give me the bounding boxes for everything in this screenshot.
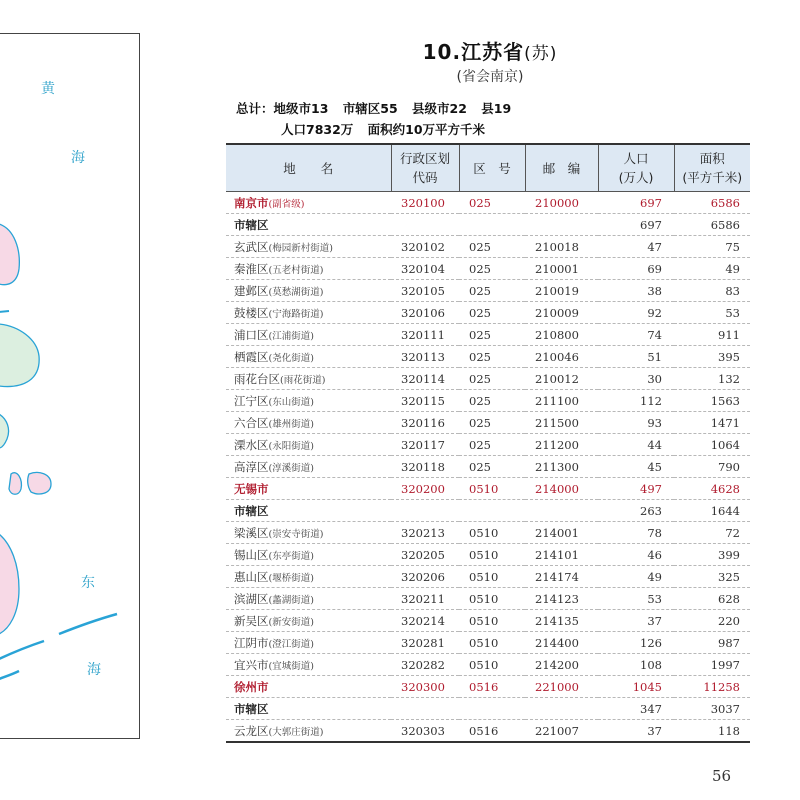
cell-area: 3037: [674, 698, 750, 720]
cell-division-code: [391, 500, 459, 522]
cell-name: [226, 236, 391, 258]
province-capital: (省会南京): [456, 69, 524, 85]
cell-area: 49: [674, 258, 750, 280]
header-area: 面积 (平方千米): [674, 144, 750, 192]
cell-area: 6586: [674, 214, 750, 236]
cell-area-code: 0510: [459, 478, 525, 500]
cell-division-code: 320206: [391, 566, 459, 588]
cell-area-code: 0510: [459, 566, 525, 588]
table-row: [226, 346, 750, 368]
cell-postcode: [525, 698, 598, 720]
place-name: 惠山区: [234, 569, 269, 584]
cell-area: 1997: [674, 654, 750, 676]
table-row: [226, 258, 750, 280]
cell-area: 1471: [674, 412, 750, 434]
cell-division-code: 320300: [391, 676, 459, 698]
cell-division-code: 320115: [391, 390, 459, 412]
place-name: 栖霞区: [234, 349, 269, 364]
cell-name: [226, 390, 391, 412]
division-table-wrapper: [226, 143, 750, 743]
cell-division-code: 320213: [391, 522, 459, 544]
cell-area-code: 0510: [459, 522, 525, 544]
cell-area: 1563: [674, 390, 750, 412]
table-row: [226, 610, 750, 632]
place-name: 市辖区: [234, 503, 269, 518]
cell-name: [226, 346, 391, 368]
cell-population: 69: [598, 258, 674, 280]
cell-name: [226, 698, 391, 720]
cell-population: 38: [598, 280, 674, 302]
summary-line-2: [236, 119, 511, 140]
table-row: [226, 588, 750, 610]
province-summary: [236, 98, 511, 140]
place-name: 六合区: [234, 415, 269, 430]
cell-postcode: [525, 500, 598, 522]
cell-population: 49: [598, 566, 674, 588]
cell-division-code: 320205: [391, 544, 459, 566]
cell-area-code: 025: [459, 434, 525, 456]
cell-area: 987: [674, 632, 750, 654]
cell-population: 697: [598, 214, 674, 236]
cell-postcode: 210009: [525, 302, 598, 324]
cell-postcode: 214123: [525, 588, 598, 610]
cell-name: [226, 500, 391, 522]
cell-population: 347: [598, 698, 674, 720]
cell-postcode: 210046: [525, 346, 598, 368]
place-seat-note: (尧化街道): [268, 352, 314, 364]
cell-division-code: 320104: [391, 258, 459, 280]
cell-area: 132: [674, 368, 750, 390]
cell-postcode: 214001: [525, 522, 598, 544]
place-name: 鼓楼区: [234, 305, 269, 320]
place-name: 玄武区: [234, 239, 269, 254]
cell-population: 92: [598, 302, 674, 324]
table-row-city: [226, 192, 750, 214]
cell-population: 30: [598, 368, 674, 390]
table-row: [226, 434, 750, 456]
table-row: [226, 456, 750, 478]
place-seat-note: (澄江街道): [268, 638, 314, 650]
cell-area: 11258: [674, 676, 750, 698]
summary-population: 人口7832万: [281, 122, 354, 137]
header-area-code: 区 号: [459, 144, 525, 192]
summary-county-cities: 县级市22: [412, 101, 467, 116]
cell-postcode: 221007: [525, 720, 598, 743]
province-title: [405, 36, 575, 65]
cell-division-code: [391, 214, 459, 236]
cell-name: [226, 544, 391, 566]
place-name: 江宁区: [234, 393, 269, 408]
header-name: 地 名: [226, 144, 391, 192]
table-row-subtotal: [226, 500, 750, 522]
map-label-dong: 东: [81, 575, 95, 591]
cell-name: [226, 632, 391, 654]
table-row-subtotal: [226, 698, 750, 720]
cell-population: 108: [598, 654, 674, 676]
place-seat-note: (新安街道): [268, 616, 314, 628]
place-seat-note: (东亭街道): [268, 550, 314, 562]
cell-area: 53: [674, 302, 750, 324]
coastline-map: [0, 34, 139, 738]
cell-area-code: 0510: [459, 544, 525, 566]
cell-division-code: 320211: [391, 588, 459, 610]
cell-division-code: 320303: [391, 720, 459, 743]
table-row: [226, 412, 750, 434]
cell-division-code: 320100: [391, 192, 459, 214]
place-name: 锡山区: [234, 547, 269, 562]
table-row: [226, 390, 750, 412]
cell-area: 628: [674, 588, 750, 610]
table-row: [226, 654, 750, 676]
cell-division-code: 320111: [391, 324, 459, 346]
cell-name: [226, 654, 391, 676]
cell-area: 6586: [674, 192, 750, 214]
cell-division-code: 320118: [391, 456, 459, 478]
cell-postcode: 214400: [525, 632, 598, 654]
place-seat-note: (淳溪街道): [268, 462, 314, 474]
cell-division-code: 320116: [391, 412, 459, 434]
cell-population: 37: [598, 720, 674, 743]
cell-name: [226, 566, 391, 588]
cell-area-code: [459, 500, 525, 522]
cell-postcode: 210018: [525, 236, 598, 258]
cell-area-code: 025: [459, 236, 525, 258]
cell-population: 46: [598, 544, 674, 566]
cell-name: [226, 214, 391, 236]
cell-postcode: 211100: [525, 390, 598, 412]
cell-population: 45: [598, 456, 674, 478]
place-name: 梁溪区: [234, 525, 269, 540]
cell-division-code: 320113: [391, 346, 459, 368]
map-label-hai-top: 海: [71, 150, 85, 166]
cell-area-code: 025: [459, 412, 525, 434]
province-abbr: (苏): [524, 44, 558, 64]
place-seat-note: (梅园新村街道): [268, 242, 333, 254]
cell-population: 93: [598, 412, 674, 434]
table-row: [226, 720, 750, 743]
cell-population: 51: [598, 346, 674, 368]
table-row: [226, 280, 750, 302]
page-number: 56: [712, 767, 732, 785]
cell-area: 399: [674, 544, 750, 566]
cell-population: 263: [598, 500, 674, 522]
cell-postcode: 210001: [525, 258, 598, 280]
cell-name: [226, 302, 391, 324]
cell-area-code: 0510: [459, 632, 525, 654]
cell-area: 395: [674, 346, 750, 368]
cell-name: [226, 588, 391, 610]
cell-division-code: 320117: [391, 434, 459, 456]
place-seat-note: (大郭庄街道): [268, 726, 324, 738]
cell-area: 325: [674, 566, 750, 588]
cell-area-code: 025: [459, 368, 525, 390]
place-name: 浦口区: [234, 327, 269, 342]
place-seat-note: (宁海路街道): [268, 308, 324, 320]
place-seat-note: (崇安寺街道): [268, 528, 324, 540]
table-row: [226, 566, 750, 588]
division-table: [226, 143, 750, 743]
summary-line-1: [236, 98, 511, 119]
cell-postcode: 214174: [525, 566, 598, 588]
cell-population: 497: [598, 478, 674, 500]
cell-name: [226, 610, 391, 632]
table-row: [226, 368, 750, 390]
place-seat-note: (副省级): [268, 198, 305, 210]
place-name: 建邺区: [234, 283, 269, 298]
cell-area-code: 025: [459, 192, 525, 214]
cell-area-code: 0510: [459, 654, 525, 676]
cell-division-code: 320282: [391, 654, 459, 676]
cell-area: 790: [674, 456, 750, 478]
place-name: 云龙区: [234, 723, 269, 738]
place-name: 市辖区: [234, 701, 269, 716]
cell-population: 126: [598, 632, 674, 654]
cell-area-code: 025: [459, 302, 525, 324]
cell-postcode: 214101: [525, 544, 598, 566]
table-row: [226, 302, 750, 324]
cell-name: [226, 676, 391, 698]
cell-population: 697: [598, 192, 674, 214]
place-seat-note: (江浦街道): [268, 330, 314, 342]
cell-area-code: 025: [459, 456, 525, 478]
map-fragment: [0, 33, 140, 739]
cell-area: 72: [674, 522, 750, 544]
cell-population: 78: [598, 522, 674, 544]
header-division-code: 行政区划 代码: [391, 144, 459, 192]
cell-area-code: 025: [459, 280, 525, 302]
cell-postcode: 210012: [525, 368, 598, 390]
table-row: [226, 522, 750, 544]
place-name: 无锡市: [234, 481, 269, 496]
cell-population: 44: [598, 434, 674, 456]
cell-population: 74: [598, 324, 674, 346]
cell-area: 118: [674, 720, 750, 743]
place-seat-note: (雄州街道): [268, 418, 314, 430]
place-seat-note: (蠡湖街道): [268, 594, 314, 606]
place-name: 雨花台区: [234, 371, 280, 386]
table-row: [226, 236, 750, 258]
cell-postcode: 211500: [525, 412, 598, 434]
map-label-huang: 黄: [41, 81, 55, 97]
table-row-city: [226, 676, 750, 698]
place-seat-note: (永阳街道): [268, 440, 314, 452]
place-name: 秦淮区: [234, 261, 269, 276]
cell-area-code: [459, 698, 525, 720]
place-seat-note: (堰桥街道): [268, 572, 314, 584]
cell-area: 1064: [674, 434, 750, 456]
table-row-city: [226, 478, 750, 500]
cell-area-code: 0510: [459, 610, 525, 632]
summary-districts: 市辖区55: [342, 101, 398, 116]
cell-postcode: 211200: [525, 434, 598, 456]
cell-postcode: 214135: [525, 610, 598, 632]
cell-area-code: 0510: [459, 588, 525, 610]
cell-postcode: 211300: [525, 456, 598, 478]
cell-postcode: 210000: [525, 192, 598, 214]
cell-postcode: [525, 214, 598, 236]
place-name: 新吴区: [234, 613, 269, 628]
cell-division-code: 320102: [391, 236, 459, 258]
cell-name: [226, 368, 391, 390]
place-name: 江阴市: [234, 635, 269, 650]
cell-area-code: [459, 214, 525, 236]
place-name: 高淳区: [234, 459, 269, 474]
cell-division-code: 320281: [391, 632, 459, 654]
place-name: 徐州市: [234, 679, 269, 694]
place-name: 溧水区: [234, 437, 269, 452]
cell-division-code: 320105: [391, 280, 459, 302]
cell-name: [226, 324, 391, 346]
cell-area-code: 025: [459, 390, 525, 412]
cell-division-code: 320106: [391, 302, 459, 324]
table-row: [226, 632, 750, 654]
cell-name: [226, 192, 391, 214]
cell-name: [226, 522, 391, 544]
place-name: 宜兴市: [234, 657, 269, 672]
cell-name: [226, 478, 391, 500]
table-row: [226, 324, 750, 346]
header-population: 人口 (万人): [598, 144, 674, 192]
province-name: 10.江苏省: [422, 40, 525, 64]
place-seat-note: (五老村街道): [268, 264, 324, 276]
cell-division-code: [391, 698, 459, 720]
cell-division-code: 320214: [391, 610, 459, 632]
table-header-row: [226, 144, 750, 192]
cell-area-code: 0516: [459, 676, 525, 698]
cell-area-code: 025: [459, 324, 525, 346]
table-row-subtotal: [226, 214, 750, 236]
cell-postcode: 210800: [525, 324, 598, 346]
cell-population: 53: [598, 588, 674, 610]
cell-division-code: 320114: [391, 368, 459, 390]
cell-postcode: 221000: [525, 676, 598, 698]
cell-name: [226, 434, 391, 456]
cell-postcode: 210019: [525, 280, 598, 302]
place-name: 滨湖区: [234, 591, 269, 606]
cell-area-code: 0516: [459, 720, 525, 743]
cell-area: 4628: [674, 478, 750, 500]
cell-name: [226, 720, 391, 743]
place-seat-note: (宜城街道): [268, 660, 314, 672]
cell-postcode: 214000: [525, 478, 598, 500]
cell-name: [226, 280, 391, 302]
summary-area: 面积约10万平方千米: [367, 122, 486, 137]
cell-population: 47: [598, 236, 674, 258]
table-row: [226, 544, 750, 566]
cell-area: 911: [674, 324, 750, 346]
summary-counties: 县19: [481, 101, 512, 116]
cell-area: 75: [674, 236, 750, 258]
cell-population: 1045: [598, 676, 674, 698]
cell-population: 112: [598, 390, 674, 412]
cell-area-code: 025: [459, 346, 525, 368]
cell-area: 1644: [674, 500, 750, 522]
cell-area: 220: [674, 610, 750, 632]
table-body: [226, 192, 750, 743]
cell-area: 83: [674, 280, 750, 302]
place-name: 市辖区: [234, 217, 269, 232]
cell-name: [226, 412, 391, 434]
cell-name: [226, 258, 391, 280]
cell-population: 37: [598, 610, 674, 632]
header-postcode: 邮 编: [525, 144, 598, 192]
place-seat-note: (莫愁湖街道): [268, 286, 324, 298]
cell-postcode: 214200: [525, 654, 598, 676]
cell-division-code: 320200: [391, 478, 459, 500]
place-name: 南京市: [234, 195, 269, 210]
cell-area-code: 025: [459, 258, 525, 280]
place-seat-note: (东山街道): [268, 396, 314, 408]
summary-prefecture-cities: 总计：地级市13: [236, 101, 329, 116]
map-label-hai-bottom: 海: [87, 662, 101, 678]
cell-name: [226, 456, 391, 478]
place-seat-note: (雨花街道): [280, 374, 326, 386]
